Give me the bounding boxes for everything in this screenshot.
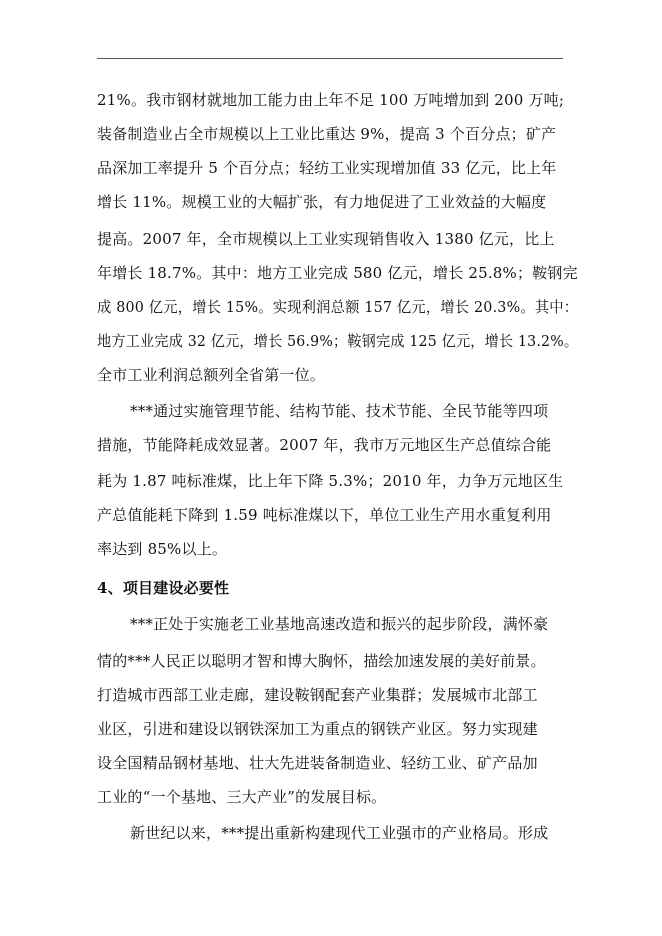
- text-line: 耗为 1.87 吨标准煤，比上年下降 5.3%；2010 年，力争万元地区生: [97, 472, 564, 490]
- text-line: 设全国精品钢材基地、壮大先进装备制造业、轻纺工业、矿产品加: [97, 754, 538, 772]
- section-heading: 4、项目建设必要性: [97, 579, 230, 597]
- text-line: 打造城市西部工业走廊，建设鞍钢配套产业集群；发展城市北部工: [97, 686, 538, 704]
- text-line: 地方工业完成 32 亿元，增长 56.9%；鞍钢完成 125 亿元，增长 13.2%。: [97, 332, 579, 350]
- text-line: 新世纪以来，***提出重新构建现代工业强市的产业格局。形成: [130, 824, 549, 842]
- text-line: 成 800 亿元，增长 15%。实现利润总额 157 亿元，增长 20.3%。其中：: [97, 298, 579, 316]
- text-line: ***正处于实施老工业基地高速改造和振兴的起步阶段，满怀豪: [130, 615, 549, 633]
- text-line: 全市工业利润总额列全省第一位。: [97, 366, 326, 384]
- text-line: 装备制造业占全市规模以上工业比重达 9%，提高 3 个百分点；矿产: [97, 125, 557, 143]
- text-line: 增长 11%。规模工业的大幅扩张，有力地促进了工业效益的大幅度: [97, 193, 547, 211]
- text-line: 年增长 18.7%。其中：地方工业完成 580 亿元，增长 25.8%；鞍钢完: [97, 264, 578, 282]
- text-line: 品深加工率提升 5 个百分点；轻纺工业实现增加值 33 亿元，比上年: [97, 159, 557, 177]
- text-line: 工业的“一个基地、三大产业”的发展目标。: [97, 788, 387, 806]
- text-line: 产总值能耗下降到 1.59 吨标准煤以下，单位工业生产用水重复利用: [97, 506, 552, 524]
- text-line: 措施，节能降耗成效显著。2007 年，我市万元地区生产总值综合能: [97, 436, 552, 454]
- text-line: 业区，引进和建设以钢铁深加工为重点的钢铁产业区。努力实现建: [97, 720, 538, 738]
- header-rule: [97, 58, 563, 59]
- text-line: 21%。我市钢材就地加工能力由上年不足 100 万吨增加到 200 万吨;: [97, 91, 565, 109]
- text-line: 情的***人民正以聪明才智和博大胸怀，描绘加速发展的美好前景。: [97, 652, 546, 670]
- text-line: 提高。2007 年，全市规模以上工业实现销售收入 1380 亿元，比上: [97, 230, 555, 248]
- text-line: 率达到 85%以上。: [97, 540, 228, 558]
- text-line: ***通过实施管理节能、结构节能、技术节能、全民节能等四项: [130, 402, 549, 420]
